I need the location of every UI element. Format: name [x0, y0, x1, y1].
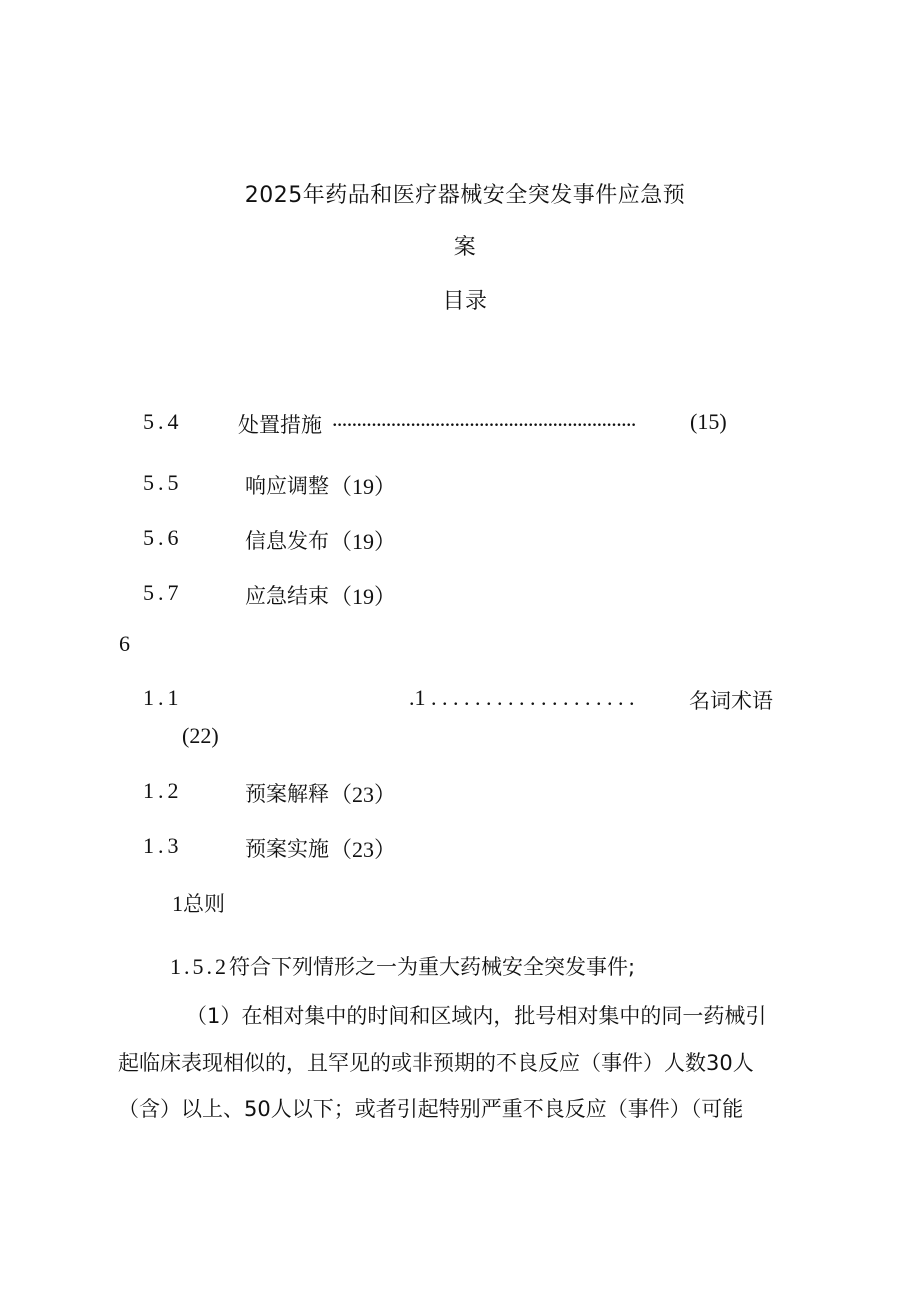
toc-item-title: 处置措施 — [238, 413, 322, 437]
toc-item-page: (15) — [690, 409, 727, 434]
toc-item-title: 应急结束 — [245, 584, 329, 608]
toc-item-title: 响应调整 — [245, 474, 329, 498]
toc-leader-dots: .............................................................. — [332, 406, 636, 431]
section-title: 总则 — [183, 892, 225, 916]
document-title-line-1: 2025年药品和医疗器械安全突发事件应急预 — [244, 183, 686, 208]
toc-item-number: 5.6 — [143, 525, 183, 550]
toc-item-page: （19） — [330, 529, 397, 554]
toc-item-page: （19） — [330, 474, 397, 499]
document-title-line-2: 案 — [453, 235, 477, 260]
toc-item-page: (22) — [182, 723, 219, 748]
toc-item-title: 名词术语 — [689, 689, 773, 713]
toc-item-page: （23） — [330, 837, 397, 862]
paragraph-line: （含）以上、50人以下；或者引起特别严重不良反应（事件）（可能 — [118, 1097, 744, 1121]
toc-item-page: （19） — [330, 584, 397, 609]
section-number: 1 — [172, 891, 183, 916]
subsection-number: 1.5.2 — [170, 954, 229, 979]
toc-item-number: 1.3 — [143, 833, 183, 858]
toc-item-number: 5.7 — [143, 580, 183, 605]
section-heading — [172, 888, 225, 918]
toc-item-number: 1.2 — [143, 778, 183, 803]
toc-item-page: （23） — [330, 782, 397, 807]
paragraph-line: （1）在相对集中的时间和区域内，批号相对集中的同一药械引 — [186, 1004, 767, 1028]
toc-heading: 目录 — [442, 289, 488, 314]
subsection-heading — [170, 951, 635, 981]
toc-item-number: 1.1 — [143, 685, 183, 710]
toc-item-number: 5.5 — [143, 470, 183, 495]
toc-item-title: 信息发布 — [245, 529, 329, 553]
toc-chapter-number: 6 — [119, 631, 130, 656]
subsection-text: 符合下列情形之一为重大药械安全突发事件; — [229, 955, 636, 979]
toc-item-title: 预案解释 — [245, 782, 329, 806]
toc-item-number: 5.4 — [143, 409, 183, 434]
paragraph-line: 起临床表现相似的，且罕见的或非预期的不良反应（事件）人数30人 — [118, 1051, 754, 1075]
toc-item-title: 预案实施 — [245, 837, 329, 861]
toc-leader-dots: .1 . . . . . . . . . . . . . . . . . . . — [409, 685, 635, 710]
